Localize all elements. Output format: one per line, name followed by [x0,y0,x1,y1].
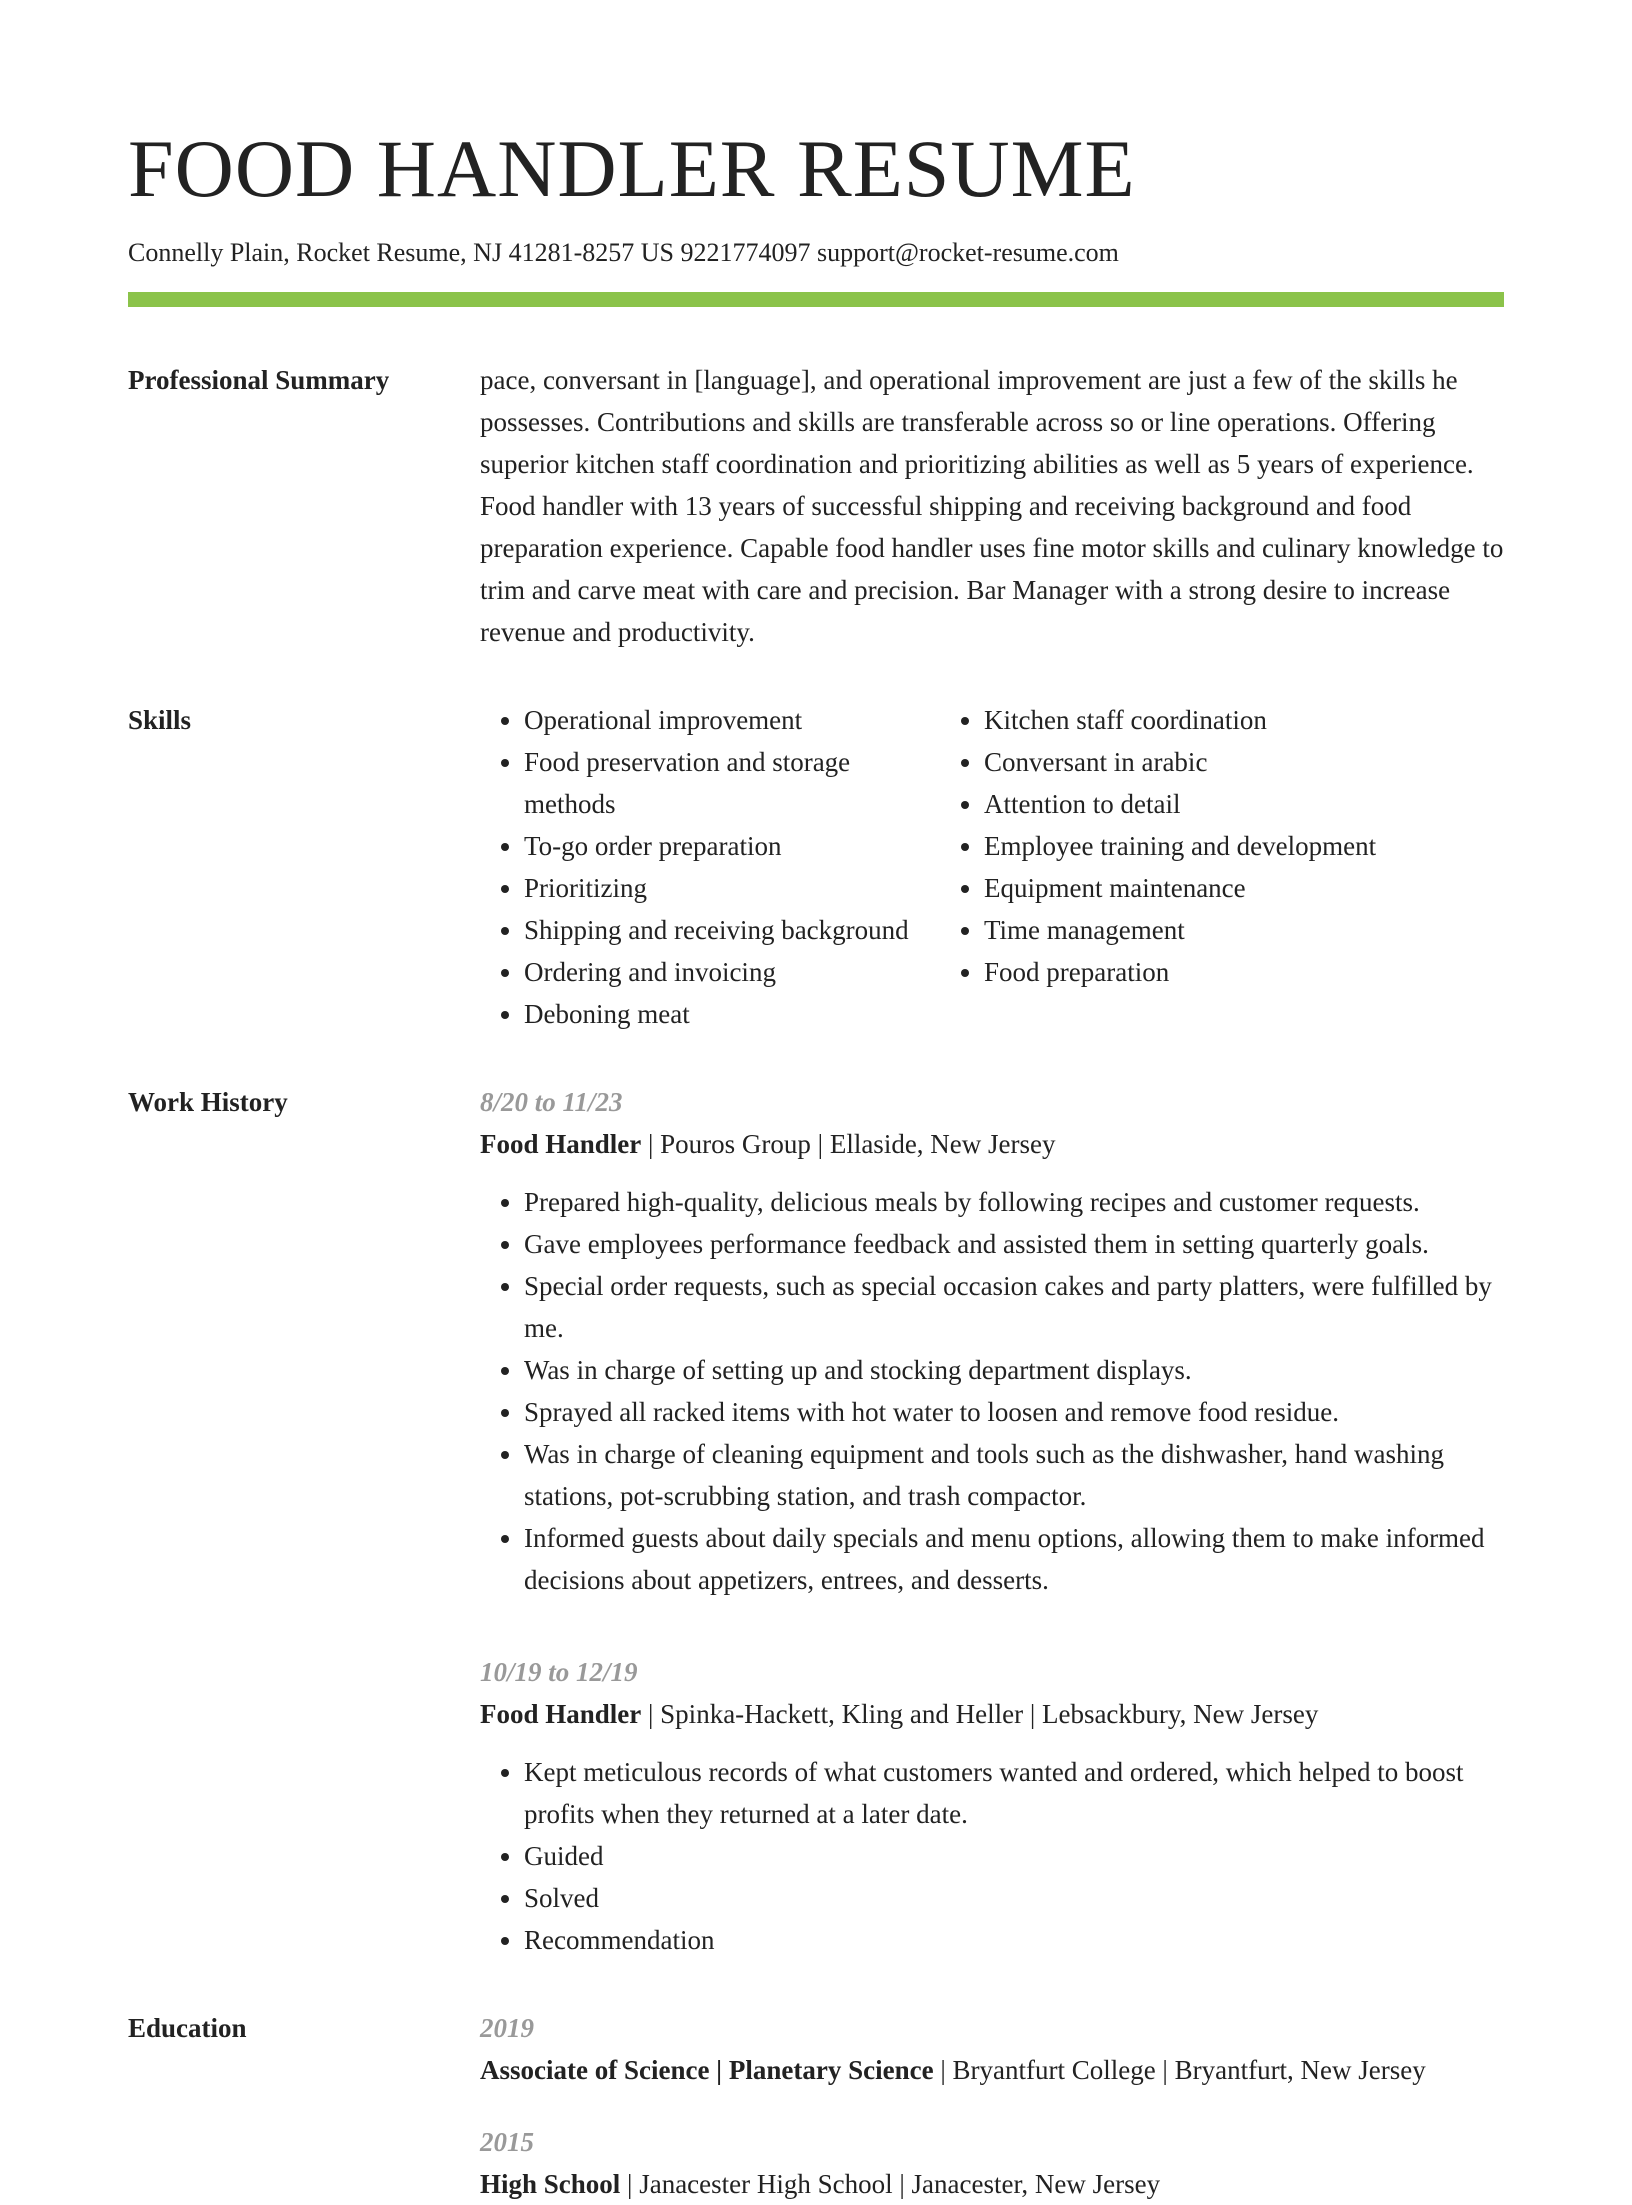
job-bullet: • Guided [524,1835,1504,1877]
skills-list-left [480,699,940,1035]
job-dates: 10/19 to 12/19 [480,1657,638,1687]
skill-item: • Food preservation and storage methods [524,741,940,825]
job-title: Food Handler [480,1699,642,1729]
section-label-skills: Skills [128,705,192,735]
education-heading [480,2049,1504,2091]
skill-item: • Food preparation [984,951,1376,993]
job-bullet: • Gave employees performance feedback and assisted them in setting quarterly goals. [524,1223,1504,1265]
job-entry [480,1651,1504,1961]
accent-divider [128,292,1504,307]
job-heading [480,1123,1504,1165]
section-label-education: Education [128,2013,247,2043]
job-bullet: • Sprayed all racked items with hot water to loosen and remove food residue. [524,1391,1504,1433]
skill-item: • Conversant in arabic [984,741,1376,783]
skill-item: • Ordering and invoicing [524,951,940,993]
job-bullet-list [480,1751,1504,1961]
job-bullet: • Informed guests about daily specials and menu options, allowing them to make informed decisions about appetizers, entrees, and desserts. [524,1517,1504,1601]
skill-item: • Deboning meat [524,993,940,1035]
education-heading [480,2163,1504,2205]
skill-item: • To-go order preparation [524,825,940,867]
job-bullet: • Prepared high-quality, delicious meals by following recipes and customer requests. [524,1181,1504,1223]
education-list [480,2007,1504,2205]
job-dates: 8/20 to 11/23 [480,1087,623,1117]
education-degree: Associate of Science | Planetary Science [480,2055,934,2085]
skill-item: • Attention to detail [984,783,1376,825]
job-bullet: • Kept meticulous records of what customers wanted and ordered, which helped to boost profits when they returned at a later date. [524,1751,1504,1835]
skill-item: • Time management [984,909,1376,951]
job-bullet: • Solved [524,1877,1504,1919]
job-bullet-list [480,1181,1504,1601]
skills-section [128,699,1504,1035]
job-company-location: | Spinka-Hackett, Kling and Heller | Lebsackbury, New Jersey [641,1699,1319,1729]
education-school: | Janacester High School | Janacester, New Jersey [620,2169,1161,2199]
job-bullet: • Special order requests, such as special occasion cakes and party platters, were fulfilled by me. [524,1265,1504,1349]
work-history-section [128,1081,1504,1961]
skill-item: • Operational improvement [524,699,940,741]
summary-section [128,359,1504,653]
education-year: 2015 [480,2127,534,2157]
education-entry [480,2007,1504,2091]
summary-text: pace, conversant in [language], and operational improvement are just a few of the skills he possesses. Contributions and skills are transferable across so or line operations. Offering superior kitchen staff coordination and prioritizing abilities as well as 5 years of experience. Food handler with 13 years of successful shipping and receiving background and food preparation experience. Capable food handler uses fine motor skills and culinary knowledge to trim and carve meat with care and precision. Bar Manager with a strong desire to increase revenue and productivity. [480,365,1504,647]
skill-item: • Kitchen staff coordination [984,699,1376,741]
education-entry [480,2121,1504,2205]
resume-title: FOOD HANDLER RESUME [128,123,1136,214]
job-bullet: • Was in charge of cleaning equipment and tools such as the dishwasher, hand washing stations, pot-scrubbing station, and trash compactor. [524,1433,1504,1517]
skill-item: • Shipping and receiving background [524,909,940,951]
job-heading [480,1693,1504,1735]
skill-item: • Prioritizing [524,867,940,909]
contact-line: Connelly Plain, Rocket Resume, NJ 41281-8257 US 9221774097 support@rocket-resume.com [128,238,1119,267]
job-company-location: | Pouros Group | Ellaside, New Jersey [641,1129,1056,1159]
job-title: Food Handler [480,1129,642,1159]
work-history-list [480,1081,1504,1961]
skill-item: • Equipment maintenance [984,867,1376,909]
education-degree: High School [480,2169,621,2199]
education-section [128,2007,1504,2205]
section-label-work: Work History [128,1087,288,1117]
job-bullet: • Recommendation [524,1919,1504,1961]
section-label-summary: Professional Summary [128,365,390,395]
skill-item: • Employee training and development [984,825,1376,867]
education-year: 2019 [480,2013,534,2043]
job-entry [480,1081,1504,1601]
education-school: | Bryantfurt College | Bryantfurt, New Jersey [933,2055,1426,2085]
job-bullet: • Was in charge of setting up and stocking department displays. [524,1349,1504,1391]
skills-list-right [940,699,1376,1035]
